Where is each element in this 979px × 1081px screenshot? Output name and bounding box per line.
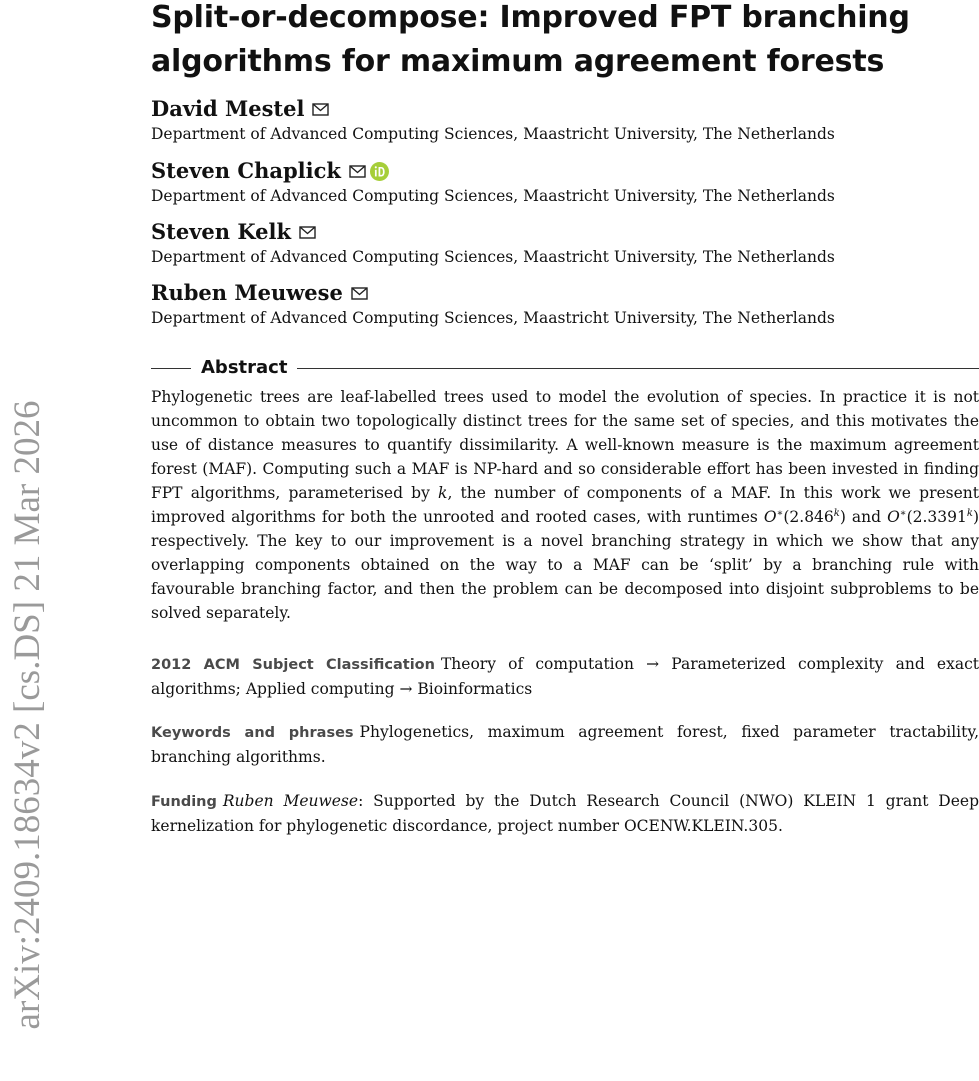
author-name: Steven Chaplick bbox=[151, 158, 341, 183]
math-exponent: k bbox=[966, 508, 973, 519]
author-name-line bbox=[151, 95, 329, 123]
math-O: O bbox=[763, 508, 777, 526]
author-affiliation: Department of Advanced Computing Sciences, Maastricht University, The Netherlands bbox=[151, 125, 835, 143]
author-affiliation: Department of Advanced Computing Sciences, Maastricht University, The Netherlands bbox=[151, 248, 835, 266]
abstract-text-part: and bbox=[845, 508, 888, 526]
author-name: Ruben Meuwese bbox=[151, 280, 343, 305]
acm-text: Theory of computation → Parameterized complexity and exact algorithms; Applied computing → Bioinformatics bbox=[151, 655, 979, 698]
arxiv-identifier: arXiv:2409.18634v2 [cs.DS] 21 Mar 2026 bbox=[7, 400, 48, 1030]
abstract-rule-right bbox=[297, 368, 979, 369]
mail-icon[interactable] bbox=[299, 226, 316, 239]
paper-title: Split-or-decompose: Improved FPT branching algorithms for maximum agreement forests bbox=[151, 0, 910, 79]
author-affiliation: Department of Advanced Computing Sciences, Maastricht University, The Netherlands bbox=[151, 187, 835, 205]
abstract-heading: Abstract bbox=[201, 357, 288, 378]
mail-icon[interactable] bbox=[312, 103, 329, 116]
author-name-line bbox=[151, 157, 389, 185]
abstract-text-part: respectively. The key to our improvement is a novel branching strategy in which we show that any overlapping components obtained on the way to a MAF can be ‘split’ by a branching rule with favourable branching factor, and then the problem can be decomposed into disjoint subproblems to be solved separately. bbox=[151, 532, 979, 622]
math-runtime-base: (2.846 bbox=[783, 508, 834, 526]
acm-classification bbox=[151, 652, 979, 701]
funding-label: Funding bbox=[151, 794, 217, 810]
author-block bbox=[151, 157, 979, 206]
math-star: ∗ bbox=[776, 508, 784, 519]
funding-text: : Supported by the Dutch Research Council (NWO) KLEIN 1 grant Deep kernelization for phylogenetic discordance, project number OCENW.KLEIN.305. bbox=[151, 792, 979, 835]
author-block bbox=[151, 218, 979, 267]
funding bbox=[151, 789, 979, 838]
abstract-text-part: Phylogenetic trees are leaf-labelled trees used to model the evolution of species. In practice it is not uncommon to obtain two topologically distinct trees for the same set of species, and this motivates the use of distance measures to quantify dissimilarity. A well-known measure is the maximum agreement forest (MAF). Computing such a MAF is NP-hard and so considerable effort has been invested in finding FPT algorithms, parameterised by bbox=[151, 388, 979, 502]
math-k: k bbox=[438, 484, 448, 502]
mail-icon[interactable] bbox=[349, 165, 366, 178]
math-paren: ) bbox=[972, 508, 979, 526]
author-name: David Mestel bbox=[151, 96, 305, 121]
abstract-body bbox=[151, 385, 979, 625]
math-O: O bbox=[887, 508, 900, 526]
keywords-label: Keywords and phrases bbox=[151, 725, 354, 741]
math-runtime-base: (2.3391 bbox=[906, 508, 967, 526]
acm-label: 2012 ACM Subject Classification bbox=[151, 657, 435, 673]
funding-name: Ruben Meuwese bbox=[222, 792, 359, 810]
author-name-line bbox=[151, 279, 368, 307]
author-block bbox=[151, 279, 979, 328]
math-paren: ) bbox=[839, 508, 846, 526]
author-name-line bbox=[151, 218, 316, 246]
abstract-text-part: , the number of components of a MAF. In this work we present improved algorithms for both the unrooted and rooted cases, with runtimes bbox=[151, 484, 979, 526]
math-exponent: k bbox=[833, 508, 840, 519]
author-block bbox=[151, 95, 979, 144]
author-name: Steven Kelk bbox=[151, 219, 292, 244]
keywords bbox=[151, 720, 979, 769]
abstract-rule-left bbox=[151, 368, 191, 369]
keywords-text: Phylogenetics, maximum agreement forest, fixed parameter tractability, branching algorithms. bbox=[151, 723, 979, 766]
orcid-icon[interactable] bbox=[370, 162, 389, 181]
author-affiliation: Department of Advanced Computing Sciences, Maastricht University, The Netherlands bbox=[151, 309, 835, 327]
abstract-heading-row bbox=[151, 357, 979, 379]
math-star: ∗ bbox=[899, 508, 907, 519]
mail-icon[interactable] bbox=[351, 287, 368, 300]
